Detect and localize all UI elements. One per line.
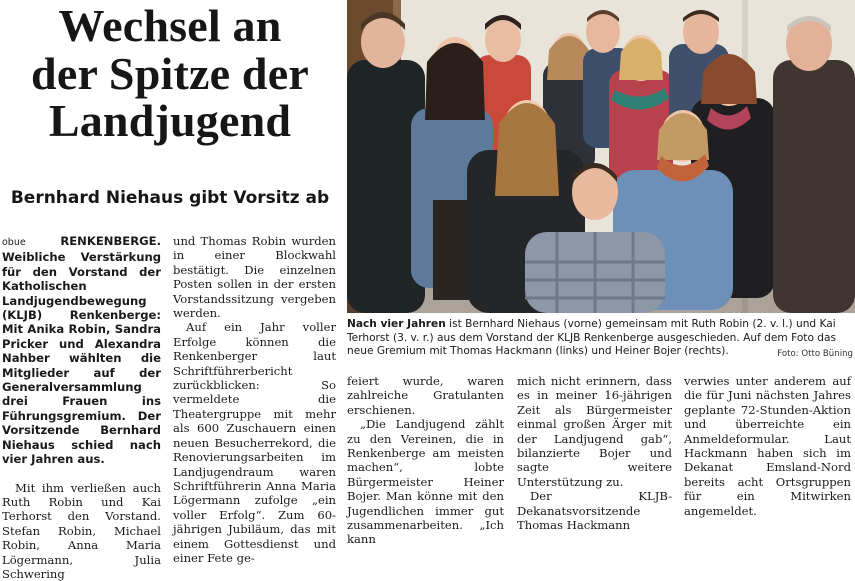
body-paragraph: verwies unter anderem auf die für Juni nächsten Jahres geplante 72-Stunden-Aktion und überreichte ein Anmeldeformular. Laut Hackmann haben sich im Dekanat Emsland-Nord bereits acht Ortsgruppen für ein Mitwirken angemeldet. — [684, 374, 851, 518]
group-photo-image — [347, 0, 855, 313]
body-paragraph: Mit ihm verließen auch Ruth Robin und Kai Terhorst den Vorstand. Stefan Robin, Michael Robin, Anna Maria Lögermann, Julia Schwering — [2, 481, 161, 581]
headline-line-2: der Spitze der — [31, 48, 309, 99]
article-subheadline: Bernhard Niehaus gibt Vorsitz ab — [0, 188, 340, 208]
body-paragraph: und Thomas Robin wurden in einer Blockwahl bestätigt. Die einzelnen Posten sollen in der ersten Vorstandssitzung vergeben werden. — [173, 234, 336, 320]
body-paragraph: „Die Landjugend zählt zu den Vereinen, die in Renkenberge am meisten machen“, lobte Bürgermeister Heiner Bojer. Man könne mit den Jugendlichen immer gut zusammenarbeiten. „Ich kann — [347, 417, 504, 547]
article-headline — [0, 2, 340, 145]
photo-credit: Foto: Otto Büning — [777, 349, 853, 359]
article-column-2 — [173, 234, 336, 565]
article-column-1 — [2, 234, 161, 581]
article-column-3 — [347, 374, 504, 547]
group-photo — [347, 0, 855, 313]
caption-text: ist Bernhard Niehaus (vorne) gemeinsam mit Ruth Robin (2. v. l.) und Kai Terhorst (3. v. r.) aus dem Vorstand der KLJB Renkenberge ausgeschieden. Auf dem Foto das neue Gremium mit Thomas Hackmann (links) und Heiner Bojer (rechts). — [347, 318, 836, 357]
author-shortcode: obue — [2, 237, 26, 248]
body-paragraph: mich nicht erinnern, dass es in meiner 16-jährigen Zeit als Bürgermeister einmal großen Ärger mit der Landjugend gab“, bilanzierte Bojer und sagte weitere Unterstützung zu. — [517, 374, 672, 489]
headline-line-1: Wechsel an — [58, 0, 281, 51]
body-paragraph: feiert wurde, waren zahlreiche Gratulanten erschienen. — [347, 374, 504, 417]
article-column-5 — [684, 374, 851, 518]
dateline: RENKENBERGE. — [60, 234, 161, 248]
headline-line-3: Landjugend — [49, 95, 291, 146]
body-paragraph: Der KLJB-Dekanatsvorsitzende Thomas Hackmann — [517, 489, 672, 532]
caption-lead: Nach vier Jahren — [347, 318, 446, 330]
lead-paragraph — [2, 234, 161, 467]
body-paragraph: Auf ein Jahr voller Erfolge können die Renkenberger laut Schriftführerbericht zurückblicken: So vermeldete die Theatergruppe mit mehr als 600 Zuschauern einen neuen Besucherrekord, die Renovierungsarbeiten im Landjugendraum waren Schriftführerin Anna Maria Lögermann zufolge „ein voller Erfolg“. Zum 60-jährigen Jubiläum, das mit einem Gottesdienst und einer Fete ge- — [173, 320, 336, 565]
article-column-4 — [517, 374, 672, 532]
lead-text: Weibliche Verstärkung für den Vorstand der Katholischen Landjugendbewegung (KLJB) Renkenberge: Mit Anika Robin, Sandra Pricker und Alexandra Nahber wählten die Mitglieder auf der Generalversammlung drei Frauen ins Führungsgremium. Der Vorsitzende Bernhard Niehaus schied nach vier Jahren aus. — [2, 250, 161, 466]
